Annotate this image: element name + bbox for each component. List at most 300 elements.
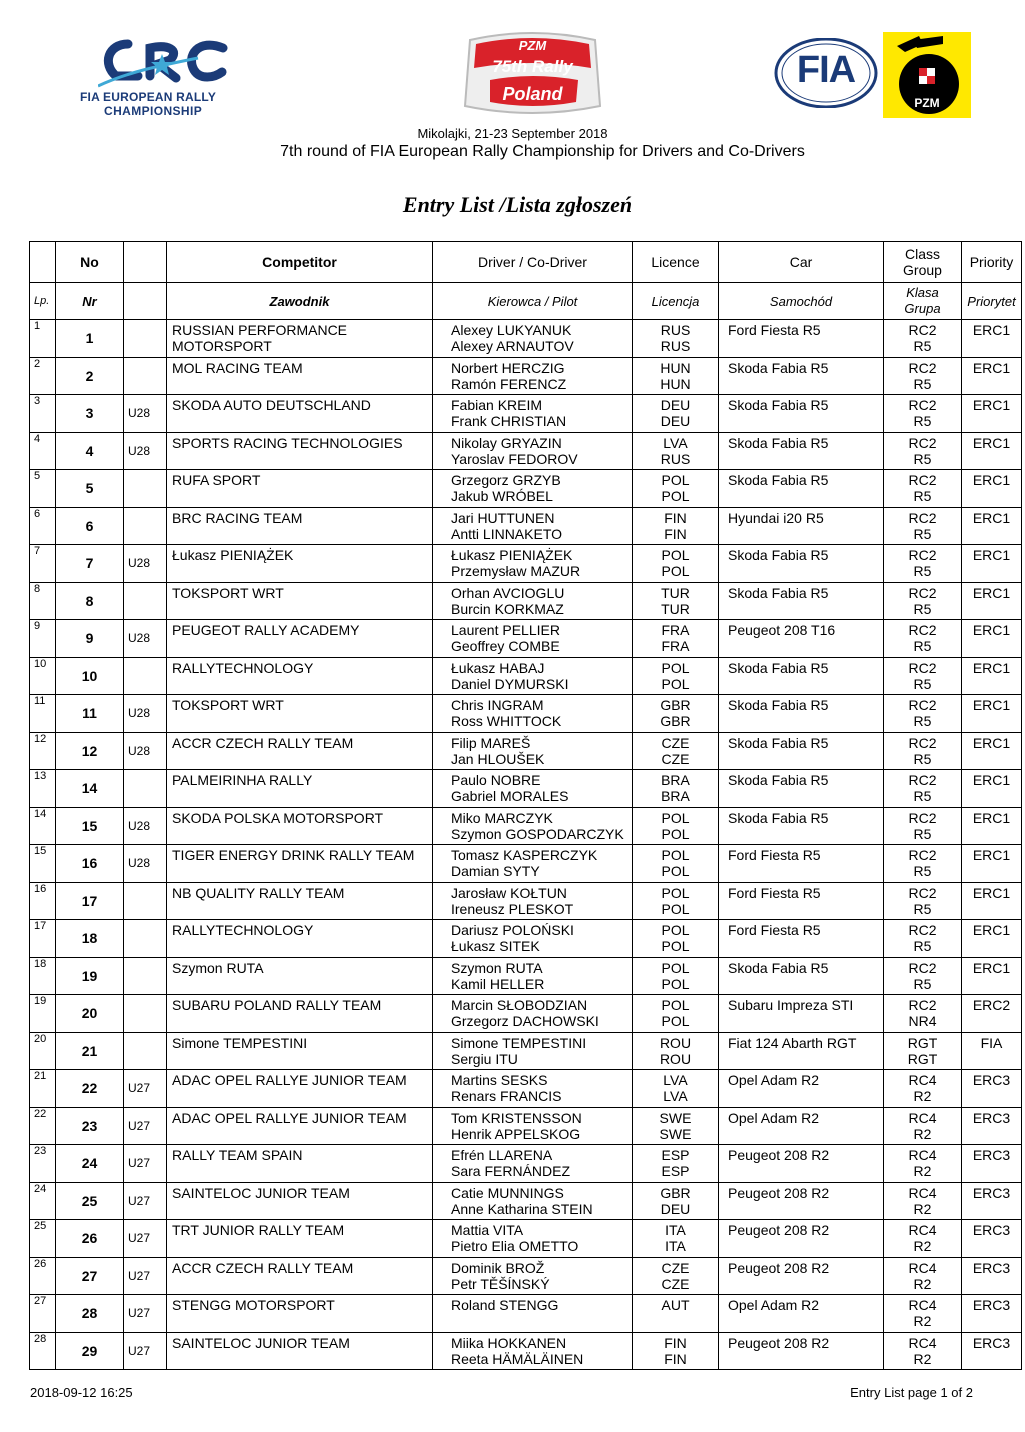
entry-lp [30,995,56,1033]
entry-licences-text: ROU [659,1034,692,1051]
entry-drivers-text: Łukasz HABAJ [451,659,545,676]
entry-car-text: Skoda Fabia R5 [728,434,829,451]
entry-competitor [167,432,433,470]
entry-priority [962,882,1022,920]
entry-drivers [433,1332,633,1370]
entry-competitor-text: TRT JUNIOR RALLY TEAM [172,1222,345,1238]
entry-class-group [884,1070,962,1108]
entry-car [719,657,884,695]
entry-car-text: Skoda Fabia R5 [728,697,829,713]
entry-priority-text: ERC1 [972,359,1011,376]
entry-drivers-text: Catie MUNNINGS [451,1184,564,1201]
entry-class-group-text: R5 [913,525,932,542]
entry-licences [633,582,719,620]
header-klasa: Klasa [906,285,939,300]
header-row-pl [30,283,1022,320]
header-lp-blank [30,242,56,283]
entry-licences-text: POL [661,997,690,1013]
entry-priority [962,1032,1022,1070]
entry-number [56,357,124,395]
entry-priority-text: ERC3 [972,1297,1011,1313]
pzm-rally-logo-line3: Poland [502,84,563,104]
entry-number [56,470,124,508]
entry-car [719,1032,884,1070]
entry-drivers-text: Alexey LUKYANUK [451,322,572,338]
table-row [30,1107,1022,1145]
entry-car [719,545,884,583]
entry-competitor-text: SKODA AUTO DEUTSCHLAND [172,397,371,413]
entry-class-group-text: RC4 [908,1297,937,1313]
entry-category-text: U28 [128,631,151,646]
entry-drivers-text: Petr TĚŠÍNSKÝ [451,1275,550,1292]
print-timestamp: 2018-09-12 16:25 [30,1385,133,1400]
entry-class-group-text: RC2 [908,922,937,938]
entry-class-group-text: RC4 [908,1222,937,1238]
entry-class-group-text: R5 [913,338,932,354]
entry-licences-text: ESP [661,1147,690,1163]
entry-car [719,507,884,545]
entry-category [124,1332,167,1370]
entry-competitor [167,395,433,433]
entry-class-group-text: R5 [913,600,932,617]
entry-drivers-text: Dominik BROŽ [451,1259,545,1276]
entry-drivers-text: Grzegorz DACHOWSKI [451,1013,599,1029]
table-row [30,432,1022,470]
table-row [30,695,1022,733]
entry-drivers [433,920,633,958]
table-row [30,882,1022,920]
entry-drivers-text: Chris INGRAM [451,697,544,713]
pzm-rally-logo-line1: PZM [518,38,547,53]
header-competitor: Competitor [167,242,433,283]
entry-drivers [433,657,633,695]
entry-lp [30,507,56,545]
entry-number-text: 7 [85,555,94,572]
entry-licences [633,695,719,733]
entry-licences [633,770,719,808]
entry-number-text: 12 [81,742,98,759]
entry-licences-text: POL [661,1013,690,1029]
entry-competitor-text: ADAC OPEL RALLYE JUNIOR TEAM [172,1109,407,1126]
entry-competitor [167,1332,433,1370]
entries-body [30,320,1022,1370]
table-row [30,1032,1022,1070]
entry-priority [962,582,1022,620]
entry-lp-text: 2 [34,357,41,370]
entry-class-group [884,1295,962,1333]
pzm-logo-text: PZM [914,96,940,110]
entry-priority [962,695,1022,733]
table-row [30,545,1022,583]
entry-category [124,845,167,883]
entry-competitor [167,845,433,883]
entry-number-text: 6 [85,517,94,534]
entry-licences [633,732,719,770]
entry-lp [30,620,56,658]
entry-class-group [884,620,962,658]
entry-competitor [167,882,433,920]
entry-number [56,1257,124,1295]
entry-licences-text: TUR [661,584,690,601]
entry-priority-text: ERC1 [972,959,1011,976]
entry-class-group-text: R5 [913,713,932,729]
entry-licences-text: RUS [660,338,691,354]
entry-class-group-text: RGT [907,1050,938,1067]
entry-competitor-text: RALLYTECHNOLOGY [172,659,314,676]
entry-licences-text: POL [661,675,690,692]
entry-class-group-text: RC2 [908,884,937,901]
entry-class-group [884,770,962,808]
entry-number-text: 9 [85,630,94,647]
entry-class-group-text: R5 [913,863,932,879]
entry-class-group-text: R2 [913,1350,932,1367]
entry-licences [633,395,719,433]
entry-drivers-text: Fabian KREIM [451,397,543,413]
entry-class-group [884,470,962,508]
entry-car-text: Peugeot 208 T16 [728,622,836,638]
entry-priority-text: ERC3 [972,1147,1011,1163]
entry-drivers-text: Kamil HELLER [451,975,545,992]
entry-drivers-text: Pietro Elia OMETTO [451,1238,579,1254]
entry-drivers-text: Nikolay GRYAZIN [451,434,562,451]
entry-list-table [29,241,1022,1370]
entry-lp-text: 5 [34,470,41,482]
entry-licences-text: POL [661,563,690,579]
entry-car [719,732,884,770]
entry-category [124,657,167,695]
entry-number-text: 17 [81,892,98,909]
entry-licences-text: GBR [660,1184,691,1201]
entry-category-text: U27 [128,1156,151,1171]
entry-competitor [167,507,433,545]
entry-class-group [884,995,962,1033]
header-klasa-grupa [884,283,962,320]
entry-competitor [167,732,433,770]
entry-class-group-text: RC2 [908,697,937,713]
table-row [30,920,1022,958]
entry-priority [962,1107,1022,1145]
header-priorytet: Priorytet [962,283,1022,320]
entry-category [124,995,167,1033]
entry-drivers-text: Łukasz SITEK [451,938,540,954]
entry-drivers [433,357,633,395]
entry-licences-text: POL [661,659,690,676]
entry-competitor-text: BRC RACING TEAM [172,509,303,526]
entry-number-text: 5 [85,480,94,497]
entry-car-text: Peugeot 208 R2 [728,1222,830,1238]
entry-car [719,882,884,920]
entry-class-group-text: RC2 [908,847,937,863]
entry-licences [633,1182,719,1220]
entry-drivers-text: Renars FRANCIS [451,1088,562,1104]
entry-class-group-text: NR4 [908,1013,937,1029]
entry-category-text: U28 [128,556,151,571]
entry-class-group-text: R5 [913,488,932,504]
entry-licences-text: POL [661,900,690,917]
entry-drivers-text: Ramón FERENCZ [451,375,567,392]
entry-licences-text: POL [661,938,690,954]
entry-class-group-text: R5 [913,375,932,392]
entry-number-text: 14 [81,780,98,797]
entry-licences-text: POL [661,825,690,842]
entry-class-group-text: R5 [913,975,932,992]
entry-class-group-text: RC2 [908,809,937,826]
entry-car [719,920,884,958]
entry-class-group [884,1145,962,1183]
entry-competitor-text: Szymon RUTA [172,959,264,976]
entry-competitor [167,320,433,358]
entry-licences-text: CZE [661,750,690,767]
pzm-rally-logo-line2: 75th Rally [492,57,573,76]
header-licencja: Licencja [633,283,719,320]
entry-licences-text: CZE [661,1275,690,1292]
header-driver: Driver / Co-Driver [433,242,633,283]
entry-competitor [167,1182,433,1220]
entry-drivers [433,507,633,545]
entry-licences [633,620,719,658]
entry-priority-text: ERC1 [972,397,1011,413]
entry-class-group-text: RC2 [908,959,937,976]
entry-priority [962,770,1022,808]
entry-car [719,1107,884,1145]
entry-class-group-text: RC2 [908,622,937,638]
entry-drivers-text: Martins SESKS [451,1072,548,1088]
entry-licences [633,507,719,545]
entry-drivers-text: Dariusz POLOŃSKI [451,922,574,938]
entry-class-group-text: RC4 [908,1334,937,1351]
entry-category [124,695,167,733]
entry-competitor-text: RUFA SPORT [172,472,261,488]
entry-competitor [167,657,433,695]
entry-drivers [433,620,633,658]
entry-drivers [433,582,633,620]
entry-licences-text: GBR [660,713,691,729]
entry-car-text: Skoda Fabia R5 [728,472,829,488]
entry-number [56,545,124,583]
entry-drivers [433,470,633,508]
entry-car-text: Skoda Fabia R5 [728,959,829,976]
entry-priority-text: FIA [980,1034,1003,1051]
entry-car [719,1220,884,1258]
entry-lp [30,1107,56,1145]
entry-category [124,1032,167,1070]
entry-class-group-text: R5 [913,450,932,467]
erc-swoosh-icon [98,36,228,92]
entry-drivers-text: Ireneusz PLESKOT [451,900,574,917]
entry-competitor-text: SKODA POLSKA MOTORSPORT [172,809,384,826]
entry-class-group-text: R5 [913,750,932,767]
entry-number-text: 8 [85,592,94,609]
table-row [30,395,1022,433]
entry-licences [633,807,719,845]
entry-car-text: Subaru Impreza STI [728,997,854,1013]
entry-drivers [433,1107,633,1145]
fia-logo-text: FIA [796,49,856,91]
entry-licences-text: POL [661,922,690,938]
entry-class-group [884,432,962,470]
entry-class-group-text: RC4 [908,1109,937,1126]
entry-priority-text: ERC1 [972,772,1011,788]
entry-drivers [433,1182,633,1220]
entry-lp-text: 4 [34,432,41,445]
entry-category [124,770,167,808]
entry-drivers-text: Alexey ARNAUTOV [451,338,574,354]
entry-priority [962,995,1022,1033]
entry-lp [30,545,56,583]
entry-category-text: U28 [128,856,151,871]
entry-number [56,620,124,658]
entry-drivers-text: Geoffrey COMBE [451,638,560,654]
entry-class-group [884,320,962,358]
entry-priority [962,1332,1022,1370]
entry-priority [962,470,1022,508]
entry-class-group [884,1107,962,1145]
entry-priority [962,920,1022,958]
entry-lp [30,1295,56,1333]
entry-category-text: U28 [128,406,151,421]
entry-lp-text: 16 [34,882,47,895]
entry-class-group [884,807,962,845]
entry-category-text: U27 [128,1306,151,1321]
entry-competitor-text: MOL RACING TEAM [172,359,303,376]
entry-competitor [167,1070,433,1108]
entry-drivers-text: Miika HOKKANEN [451,1334,567,1351]
entry-drivers [433,995,633,1033]
entry-licences-text: SWE [659,1109,692,1126]
entry-number-text: 20 [81,1005,98,1022]
entry-car [719,957,884,995]
entry-class-group-text: R2 [913,1275,932,1292]
header-class: Class [904,246,940,262]
entry-category-text: U27 [128,1268,151,1283]
erc-logo [78,36,238,116]
entry-licences-text: GBR [660,697,691,713]
entry-priority-text: ERC1 [972,509,1011,526]
entry-licences [633,320,719,358]
entry-licences [633,920,719,958]
entry-car-text: Opel Adam R2 [728,1297,820,1313]
entry-class-group-text: R5 [913,413,932,429]
entry-drivers [433,807,633,845]
entry-class-group-text: RC2 [908,659,937,676]
table-row [30,620,1022,658]
entry-number-text: 16 [81,855,98,872]
entry-number [56,1070,124,1108]
erc-logo-line1: FIA EUROPEAN RALLY [80,90,217,104]
entry-number [56,320,124,358]
entry-lp-text: 25 [34,1220,47,1232]
entry-car-text: Ford Fiesta R5 [728,922,821,938]
entry-class-group [884,920,962,958]
entry-category [124,882,167,920]
entry-licences-text: ITA [665,1238,686,1254]
entry-lp [30,1182,56,1220]
entry-number [56,695,124,733]
entry-number [56,845,124,883]
entry-category [124,1295,167,1333]
entry-licences-text: DEU [660,1200,691,1217]
entry-licences-text: HUN [660,359,691,376]
entry-number [56,882,124,920]
entry-class-group-text: R5 [913,788,932,804]
entry-class-group [884,845,962,883]
entry-category [124,470,167,508]
entry-drivers-text: Mattia VITA [451,1222,524,1238]
entry-number [56,1220,124,1258]
entry-competitor-text: RALLYTECHNOLOGY [172,922,314,938]
pzm-rally-logo [460,30,605,116]
entry-car [719,432,884,470]
entry-licences-text: POL [661,884,690,901]
entry-lp [30,1332,56,1370]
entry-competitor-text: Łukasz PIENIĄŻEK [172,547,294,563]
entry-category [124,320,167,358]
entry-competitor [167,620,433,658]
entry-category [124,920,167,958]
entry-class-group [884,395,962,433]
entry-class-group-text: RC4 [908,1147,937,1163]
entry-drivers [433,1220,633,1258]
entry-lp-text: 12 [34,732,47,745]
entry-lp [30,320,56,358]
entry-number [56,957,124,995]
entry-number-text: 10 [81,667,98,684]
entry-priority-text: ERC1 [972,809,1011,826]
entry-lp [30,732,56,770]
fia-logo [774,38,878,108]
entry-lp-text: 1 [34,320,41,332]
entry-competitor [167,582,433,620]
entry-licences [633,957,719,995]
entry-car-text: Peugeot 208 R2 [728,1147,830,1163]
entry-car-text: Skoda Fabia R5 [728,659,829,676]
entry-class-group-text: RC4 [908,1259,937,1276]
entry-category-text: U27 [128,1231,151,1246]
entry-class-group [884,1182,962,1220]
entry-competitor-text: SUBARU POLAND RALLY TEAM [172,997,382,1013]
entry-lp [30,1070,56,1108]
entry-priority [962,507,1022,545]
entry-drivers [433,1295,633,1333]
entry-number-text: 15 [81,817,98,834]
entry-priority-text: ERC1 [972,922,1011,938]
page-title: Entry List /Lista zgłoszeń [402,192,633,217]
entry-licences-text: CZE [661,1259,690,1276]
entry-category [124,1070,167,1108]
entry-competitor-text: ACCR CZECH RALLY TEAM [172,734,354,751]
header-zawodnik: Zawodnik [167,283,433,320]
entry-priority [962,807,1022,845]
entry-priority [962,957,1022,995]
entry-licences [633,1220,719,1258]
entry-drivers-text: Jan HLOUŠEK [451,750,545,767]
entry-drivers-text: Antti LINNAKETO [451,525,563,542]
entry-competitor-text: ADAC OPEL RALLYE JUNIOR TEAM [172,1072,407,1088]
entry-licences-text: RUS [660,450,691,467]
entry-licences [633,1295,719,1333]
entry-drivers [433,957,633,995]
entry-competitor [167,1220,433,1258]
entry-licences-text: FRA [661,622,690,638]
entry-number-text: 28 [81,1305,98,1322]
entry-competitor-text: RALLY TEAM SPAIN [172,1147,303,1163]
entry-licences-text: AUT [661,1297,690,1313]
entry-drivers [433,1070,633,1108]
entry-car-text: Fiat 124 Abarth RGT [728,1034,857,1051]
entry-drivers-text: Efrén LLARENA [451,1147,553,1163]
entry-competitor-text: TIGER ENERGY DRINK RALLY TEAM [172,847,415,863]
table-row [30,957,1022,995]
